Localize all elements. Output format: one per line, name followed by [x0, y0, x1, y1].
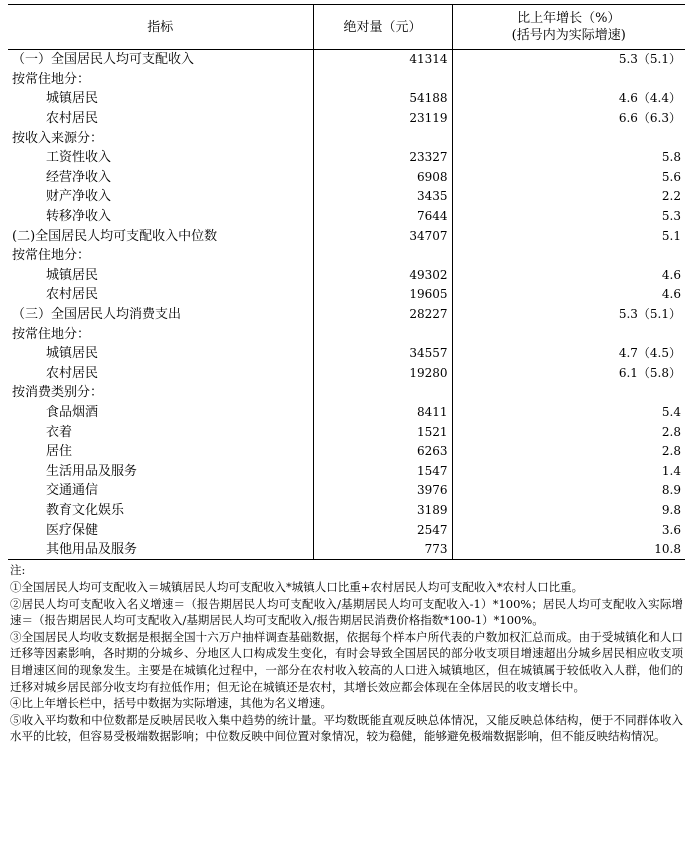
row-label: 财产净收入 — [8, 187, 313, 207]
table-row — [8, 540, 685, 560]
note-3: ③全国居民人均收支数据是根据全国十六万户抽样调查基础数据，依据每个样本户所代表的户数加权汇总而成。由于受城镇化和人口迁移等因素影响，各时期的分城乡、分地区人口构成发生变化，有时会导致全国居民的部分收支项目增速超出分城乡居民相应收支项目增速区间的现象发生。主要是在城镇化过程中，一部分在农村收入较高的人口进入城镇地区，但在城镇属于较低收入人群，他们的迁移对城乡居民部分收支均有拉低作用；但无论在城镇还是农村，其增长效应都会体现在全体居民的收支增长中。 — [10, 629, 683, 694]
table-row — [8, 187, 685, 207]
row-growth: 5.3（5.1） — [618, 52, 681, 67]
row-value: 2547 — [313, 520, 452, 540]
table-row — [8, 226, 685, 246]
table-body — [8, 50, 685, 560]
row-value — [313, 70, 452, 90]
row-value: 34707 — [313, 226, 452, 246]
header-growth-line1: 比上年增长（%） — [517, 11, 621, 26]
row-growth — [452, 383, 685, 403]
row-growth: 3.6 — [661, 522, 681, 537]
table-row — [8, 50, 685, 70]
table-row — [8, 285, 685, 305]
notes-section — [8, 560, 685, 745]
header-growth — [452, 5, 685, 50]
row-value: 19280 — [313, 364, 452, 384]
table-row — [8, 148, 685, 168]
row-value: 7644 — [313, 207, 452, 227]
row-value: 34557 — [313, 344, 452, 364]
note-4: ④比上年增长栏中，括号中数据为实际增速，其他为名义增速。 — [10, 696, 332, 711]
row-label: 转移净收入 — [8, 207, 313, 227]
table-row — [8, 520, 685, 540]
row-label: 按消费类别分： — [8, 383, 313, 403]
row-growth: 2.8 — [661, 444, 681, 459]
row-growth: 6.6（6.3） — [618, 111, 681, 126]
header-growth-line2: (括号内为实际增速) — [511, 28, 626, 43]
row-value — [313, 246, 452, 266]
row-label: 交通通信 — [8, 481, 313, 501]
row-growth: 5.8 — [661, 150, 681, 165]
note-1: ①全国居民人均可支配收入＝城镇居民人均可支配收入*城镇人口比重+农村居民人均可支配收入*农村人口比重。 — [10, 580, 584, 595]
table-row — [8, 442, 685, 462]
row-value: 3435 — [313, 187, 452, 207]
table-row — [8, 403, 685, 423]
row-label: 城镇居民 — [8, 266, 313, 286]
row-label: 城镇居民 — [8, 89, 313, 109]
table-row — [8, 344, 685, 364]
table-row — [8, 305, 685, 325]
row-growth: 1.4 — [661, 463, 681, 478]
header-indicator: 指标 — [8, 5, 313, 50]
row-value: 23119 — [313, 109, 452, 129]
row-value: 8411 — [313, 403, 452, 423]
row-value: 19605 — [313, 285, 452, 305]
row-growth — [452, 128, 685, 148]
table-row — [8, 89, 685, 109]
header-absolute: 绝对量（元） — [313, 5, 452, 50]
row-value: 49302 — [313, 266, 452, 286]
row-label: 医疗保健 — [8, 520, 313, 540]
row-growth: 5.6 — [661, 169, 681, 184]
table-row — [8, 422, 685, 442]
row-label: 衣着 — [8, 422, 313, 442]
row-value — [313, 383, 452, 403]
table-row — [8, 266, 685, 286]
row-growth — [452, 324, 685, 344]
row-growth: 10.8 — [452, 540, 685, 560]
row-label: 按常住地分： — [8, 324, 313, 344]
row-value: 28227 — [313, 305, 452, 325]
row-growth: 8.9 — [661, 483, 681, 498]
row-growth — [452, 70, 685, 90]
row-label: 按常住地分： — [8, 70, 313, 90]
row-value: 6908 — [313, 168, 452, 188]
row-label: 按收入来源分： — [8, 128, 313, 148]
row-label: 经营净收入 — [8, 168, 313, 188]
row-value: 41314 — [313, 50, 452, 70]
table-row — [8, 501, 685, 521]
row-growth — [452, 246, 685, 266]
row-growth: 4.6 — [661, 267, 681, 282]
row-label: 生活用品及服务 — [8, 461, 313, 481]
row-label: （一）全国居民人均可支配收入 — [8, 50, 313, 70]
row-growth: 5.3 — [661, 209, 681, 224]
table-header-row — [8, 5, 685, 50]
row-growth: 5.1 — [661, 228, 681, 243]
row-value: 23327 — [313, 148, 452, 168]
row-label: 其他用品及服务 — [8, 540, 313, 560]
row-label: (二)全国居民人均可支配收入中位数 — [8, 226, 313, 246]
row-growth: 4.6（4.4） — [618, 91, 681, 106]
table-row — [8, 128, 685, 148]
row-value: 1547 — [313, 461, 452, 481]
row-value — [313, 324, 452, 344]
row-value: 6263 — [313, 442, 452, 462]
row-label: 工资性收入 — [8, 148, 313, 168]
row-label: 居住 — [8, 442, 313, 462]
table-row — [8, 70, 685, 90]
row-value: 54188 — [313, 89, 452, 109]
row-growth: 9.8 — [661, 502, 681, 517]
table-row — [8, 364, 685, 384]
table-row — [8, 461, 685, 481]
notes-title: 注: — [10, 563, 26, 578]
row-growth: 4.6 — [661, 287, 681, 302]
table-row — [8, 481, 685, 501]
note-5: ⑤收入平均数和中位数都是反映居民收入集中趋势的统计量。平均数既能直观反映总体情况，又能反映总体结构，便于不同群体收入水平的比较，但容易受极端数据影响；中位数反映中间位置对象情况，较为稳健，能够避免极端数据影响，但不能反映结构情况。 — [10, 712, 683, 744]
row-label: 教育文化娱乐 — [8, 501, 313, 521]
table-row — [8, 383, 685, 403]
row-value: 3976 — [313, 481, 452, 501]
row-value: 3189 — [313, 501, 452, 521]
row-label: 农村居民 — [8, 364, 313, 384]
row-growth: 5.3（5.1） — [618, 307, 681, 322]
note-2: ②居民人均可支配收入名义增速＝（报告期居民人均可支配收入/基期居民人均可支配收入-1）*100%；居民人均可支配收入实际增速＝（报告期居民人均可支配收入/基期居民人均可支配收入/报告期居民消费价格指数*100-1）*100%。 — [10, 596, 683, 628]
row-label: 食品烟酒 — [8, 403, 313, 423]
table-row — [8, 207, 685, 227]
row-value: 1521 — [313, 422, 452, 442]
row-growth: 6.1（5.8） — [618, 365, 681, 380]
row-label: （三）全国居民人均消费支出 — [8, 305, 313, 325]
table-row — [8, 168, 685, 188]
row-value — [313, 128, 452, 148]
row-label: 农村居民 — [8, 285, 313, 305]
table-row — [8, 246, 685, 266]
row-label: 按常住地分： — [8, 246, 313, 266]
row-growth: 4.7（4.5） — [618, 346, 681, 361]
row-value: 773 — [313, 540, 452, 560]
row-growth: 2.8 — [661, 424, 681, 439]
row-label: 农村居民 — [8, 109, 313, 129]
table-row — [8, 324, 685, 344]
table-row — [8, 109, 685, 129]
row-growth: 2.2 — [661, 189, 681, 204]
row-label: 城镇居民 — [8, 344, 313, 364]
row-growth: 5.4 — [661, 404, 681, 419]
data-sheet — [8, 4, 685, 745]
income-expenditure-table — [8, 4, 685, 560]
